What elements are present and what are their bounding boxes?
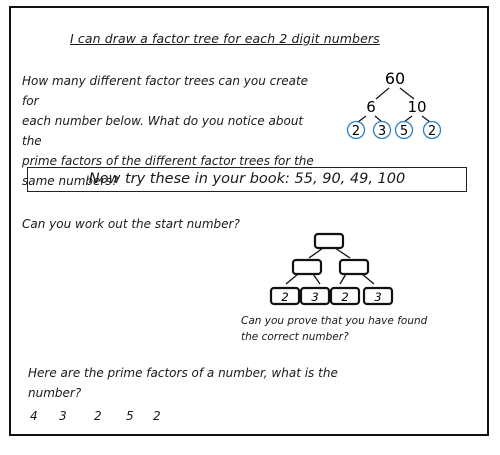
prime-leaf-value: 2	[351, 124, 361, 139]
puzzle-factor-tree	[268, 230, 400, 310]
proof-line: Can you prove that you have found	[241, 315, 428, 327]
blank-number-box	[340, 260, 368, 274]
question-three-line: number?	[28, 386, 82, 400]
question-three	[28, 363, 338, 403]
prime-leaf-value: 3	[377, 124, 387, 139]
factor-box-value: 3	[311, 290, 319, 304]
question-one-line: same numbers?	[22, 174, 118, 188]
tree-branch-line	[340, 274, 346, 284]
tree-branch-line	[286, 274, 298, 284]
prime-factor-value: 4	[30, 409, 38, 423]
tree-branch-line	[313, 274, 320, 284]
factor-box-value: 3	[374, 290, 382, 304]
question-two: Can you work out the start number?	[22, 217, 240, 231]
question-one-line: each number below. What do you notice about the	[22, 114, 304, 148]
tree-branch-line	[358, 116, 366, 122]
tree-branch-value: 6	[366, 98, 376, 116]
factor-box-value: 2	[341, 290, 349, 304]
question-three-line: Here are the prime factors of a number, what is the	[28, 366, 338, 380]
prime-leaf-value: 5	[399, 124, 409, 139]
prime-leaf-value: 2	[427, 124, 437, 139]
tree-branch-line	[335, 248, 350, 258]
prime-factor-value: 2	[153, 409, 161, 423]
tree-branch-line	[422, 116, 430, 122]
tree-branch-line	[376, 88, 389, 99]
task-banner: Now try these in your book: 55, 90, 49, 100	[27, 167, 467, 192]
worksheet-title: I can draw a factor tree for each 2 digit numbers	[70, 31, 380, 46]
prime-factor-value: 5	[126, 409, 134, 423]
proof-prompt	[241, 313, 441, 345]
example-factor-tree	[340, 66, 460, 142]
tree-branch-value: 10	[407, 98, 427, 116]
prime-factor-value: 2	[94, 409, 102, 423]
question-one-line: prime factors of the different factor trees for the	[22, 154, 314, 168]
question-one-line: How many different factor trees can you create for	[22, 74, 309, 108]
tree-branch-line	[362, 274, 374, 284]
blank-number-box	[293, 260, 321, 274]
factor-box-value: 2	[281, 290, 289, 304]
tree-branch-line	[309, 248, 323, 258]
blank-number-box	[315, 234, 343, 248]
tree-root-value: 60	[384, 69, 406, 88]
proof-line: the correct number?	[241, 331, 349, 343]
prime-factor-value: 3	[59, 409, 67, 423]
